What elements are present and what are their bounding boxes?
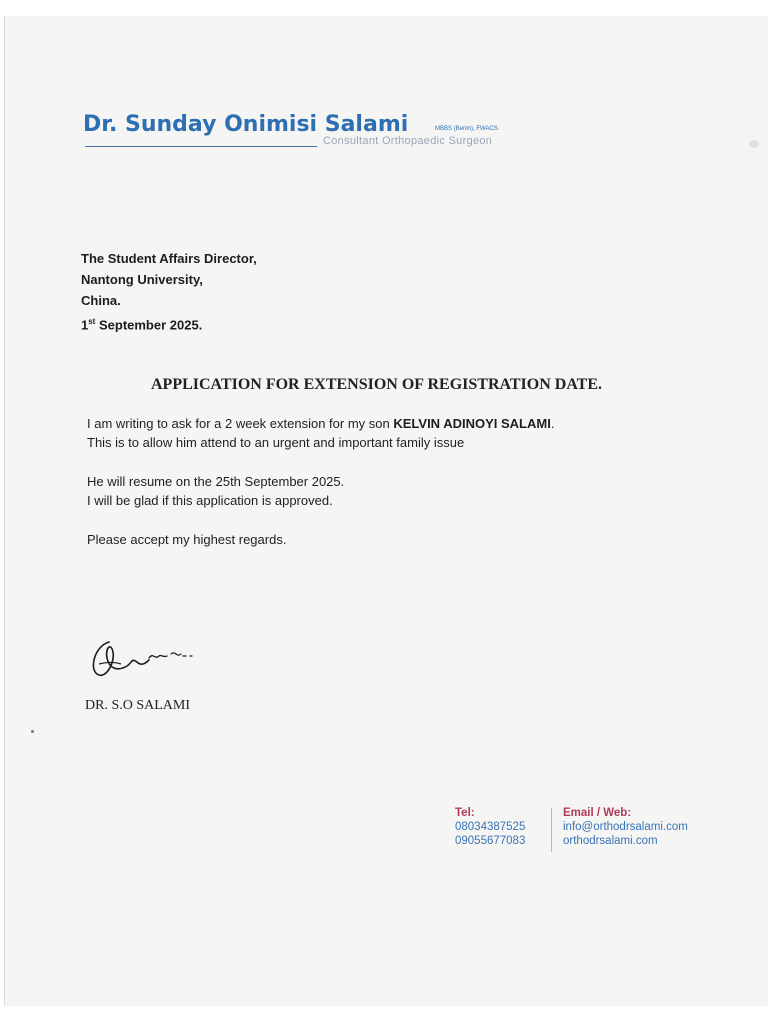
addressee-line-1: The Student Affairs Director, (81, 251, 257, 266)
date-suffix: st (88, 317, 96, 326)
son-name: KELVIN ADINOYI SALAMI (393, 416, 551, 431)
letterhead-title: Consultant Orthopaedic Surgeon (323, 135, 493, 147)
letterhead-rule (85, 146, 317, 147)
phone-number-2: 09055677083 (455, 835, 526, 847)
body-paragraph-3 (87, 530, 286, 549)
phone-number-1: 08034387525 (455, 821, 526, 833)
body-line: I will be glad if this application is approved. (87, 493, 333, 508)
body-paragraph-2 (87, 472, 344, 510)
body-text: . (550, 416, 555, 431)
letterhead-qualifications: MBBS (Benin), FWACS. (435, 126, 500, 132)
body-paragraph-1 (87, 414, 554, 452)
body-line: He will resume on the 25th September 2025. (87, 474, 345, 489)
signature-image (87, 628, 207, 684)
addressee-block (81, 248, 257, 335)
letter-date (81, 311, 257, 335)
website: orthodrsalami.com (563, 835, 658, 847)
body-line: This is to allow him attend to an urgent and important family issue (87, 435, 465, 450)
body-line: Please accept my highest regards. (87, 532, 287, 547)
letter-page (4, 16, 768, 1006)
date-rest: September 2025. (95, 317, 203, 333)
email-address: info@orthodrsalami.com (563, 821, 688, 833)
contact-divider (551, 808, 552, 852)
date-day: 1 (81, 317, 89, 333)
scan-speck (749, 140, 759, 148)
tel-label: Tel: (455, 807, 475, 819)
body-line (87, 414, 554, 433)
body-text: I am writing to ask for a 2 week extension for my son (87, 416, 394, 431)
addressee-line-2: Nantong University, (81, 272, 203, 287)
email-web-label: Email / Web: (563, 807, 632, 819)
scan-speck (31, 730, 34, 733)
letter-subject: APPLICATION FOR EXTENSION OF REGISTRATION DATE. (151, 376, 603, 393)
contact-web-block (563, 806, 688, 848)
letterhead-name: Dr. Sunday Onimisi Salami (83, 112, 409, 137)
contact-phone-block (455, 806, 525, 848)
signer-name: DR. S.O SALAMI (85, 698, 191, 713)
addressee-line-3: China. (81, 293, 121, 308)
